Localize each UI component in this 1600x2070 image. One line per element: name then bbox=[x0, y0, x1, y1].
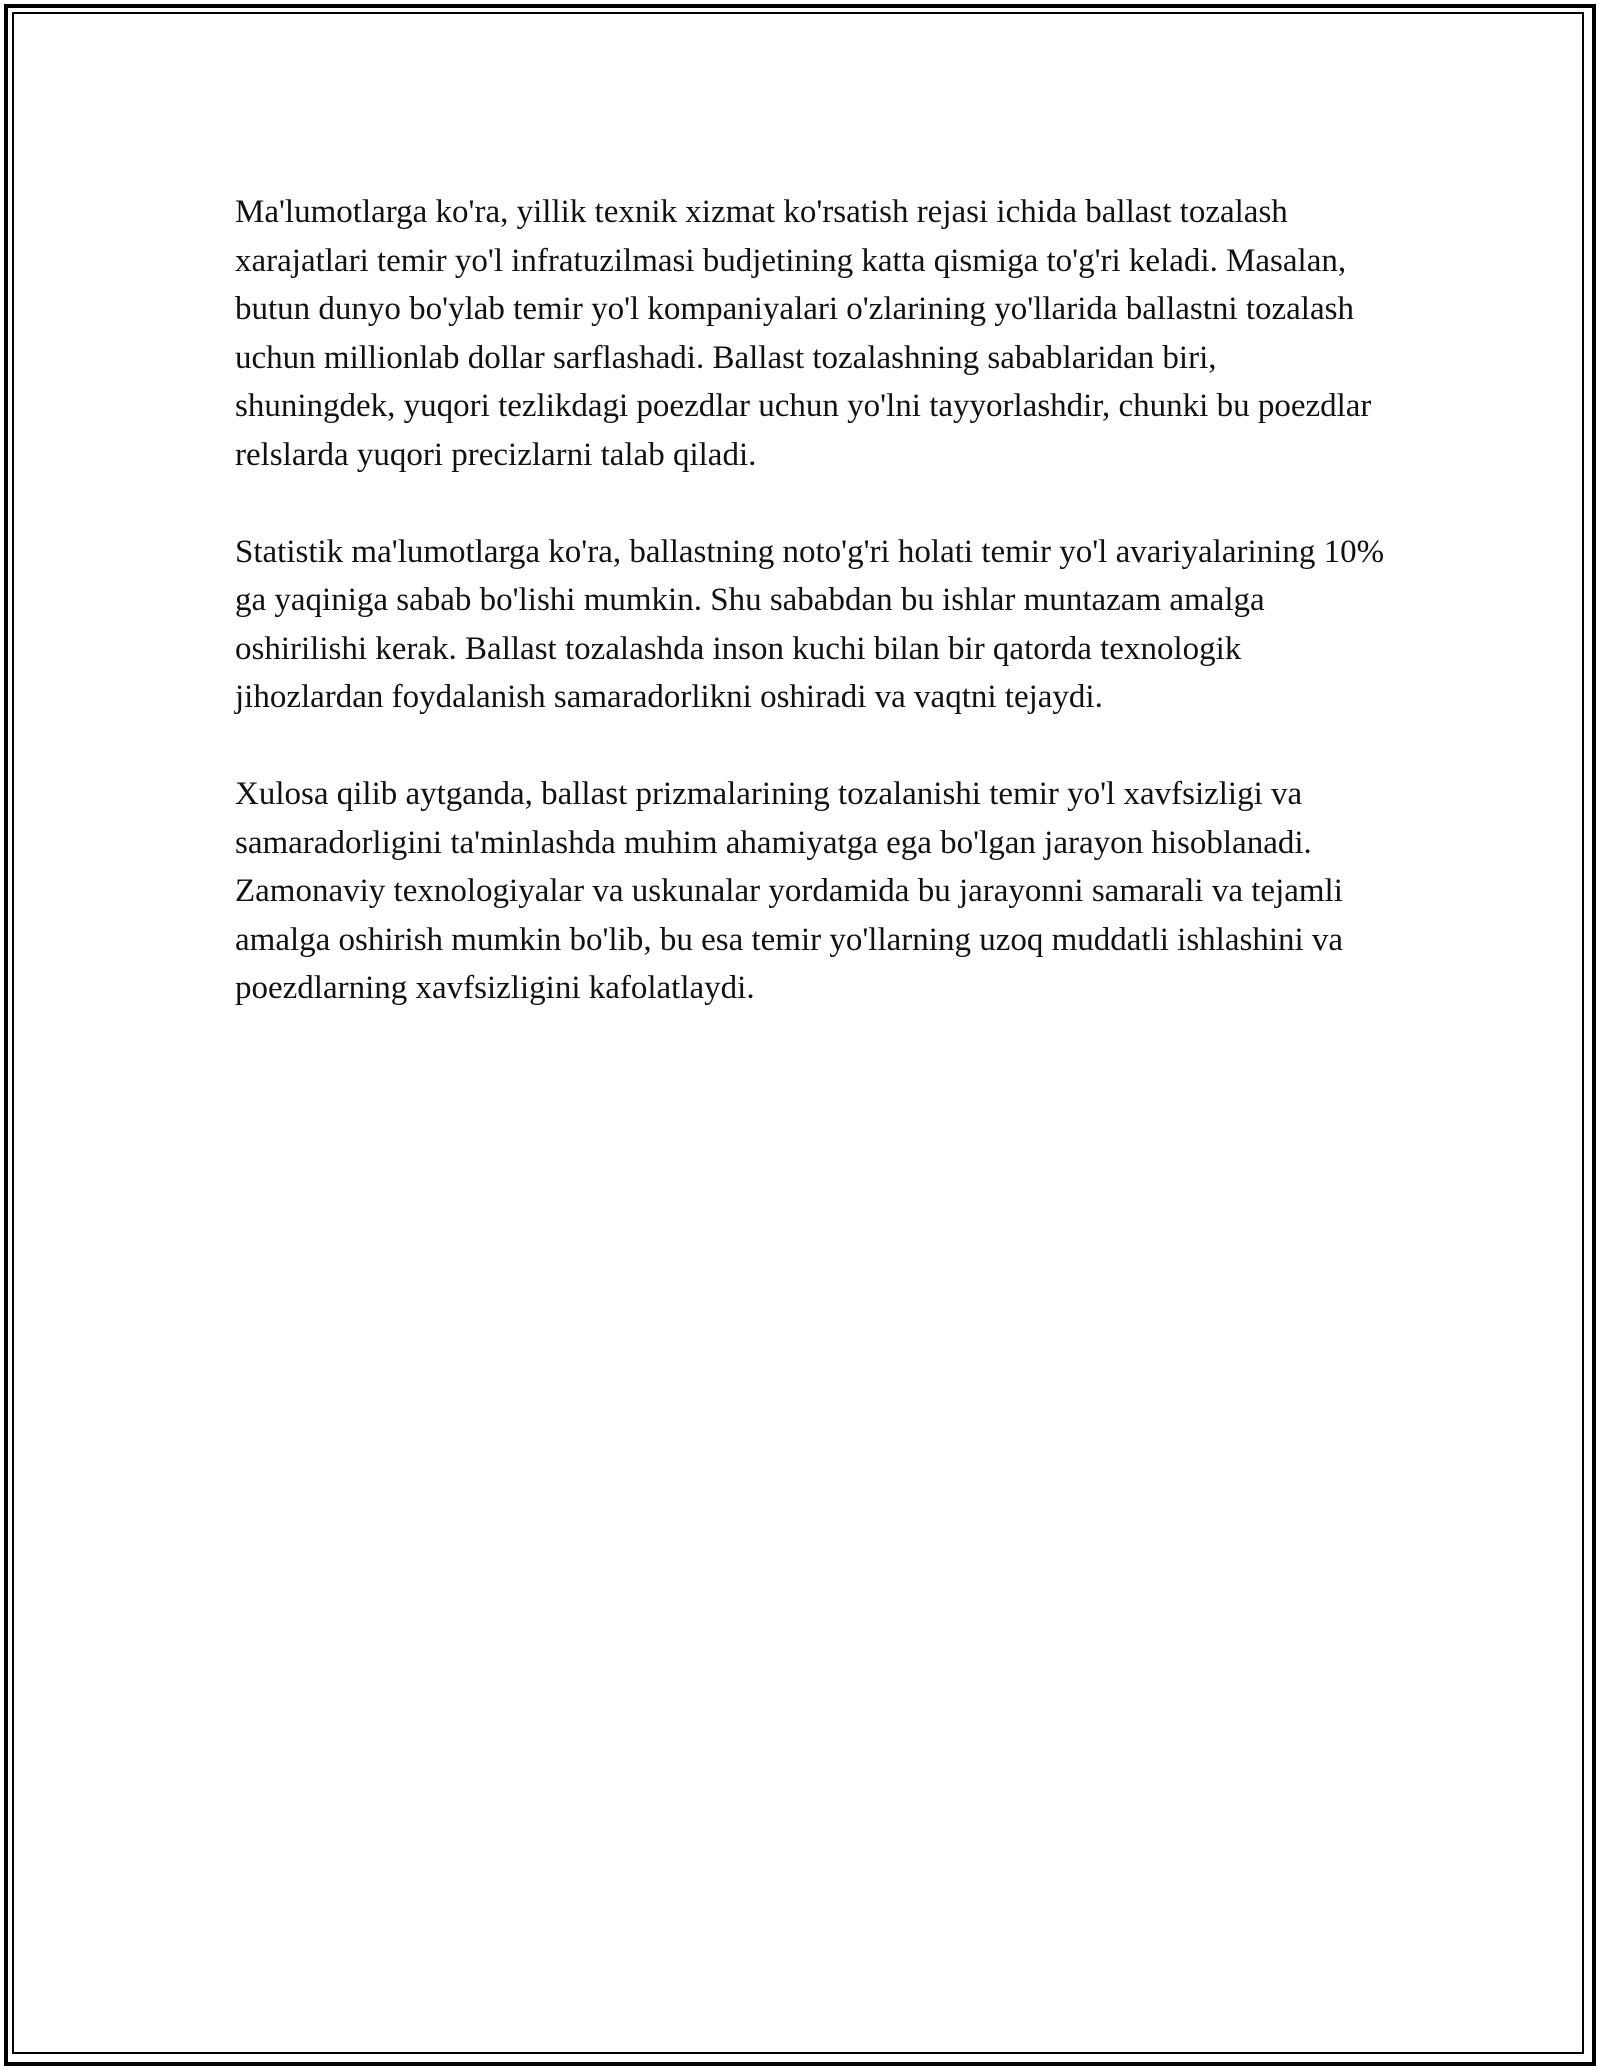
paragraph-2: Statistik ma'lumotlarga ko'ra, ballastning noto'g'ri holati temir yo'l avariyalarining 10% ga yaqiniga sabab bo'lishi mumkin. Shu sababdan bu ishlar muntazam amalga oshirilishi kerak. Ballast tozalashda inson kuchi bilan bir qatorda texnologik jihozlardan foydalanish samaradorlikni oshiradi va vaqtni tejaydi. bbox=[235, 533, 1385, 715]
paragraph-3: Xulosa qilib aytganda, ballast prizmalarining tozalanishi temir yo'l xavfsizligi va samaradorligini ta'minlashda muhim ahamiyatga ega bo'lgan jarayon hisoblanadi. Zamonaviy texnologiyalar va uskunalar yordamida bu jarayonni samarali va tejamli amalga oshirish mumkin bo'lib, bu esa temir yo'llarning uzoq muddatli ishlashini va poezdlarning xavfsizligini kafolatlaydi. bbox=[235, 776, 1344, 1006]
paragraph-1: Ma'lumotlarga ko'ra, yillik texnik xizmat ko'rsatish rejasi ichida ballast tozalash xarajatlari temir yo'l infratuzilmasi budjetining katta qismiga to'g'ri keladi. Masalan, butun dunyo bo'ylab temir yo'l kompaniyalari o'zlarining yo'llarida ballastni tozalash uchun millionlab dollar sarflashadi. Ballast tozalashning sabablaridan biri, shuningdek, yuqori tezlikdagi poezdlar uchun yo'lni tayyorlashdir, chunki bu poezdlar relslarda yuqori precizlarni talab qiladi. bbox=[235, 194, 1372, 473]
document-body bbox=[235, 188, 1385, 1061]
